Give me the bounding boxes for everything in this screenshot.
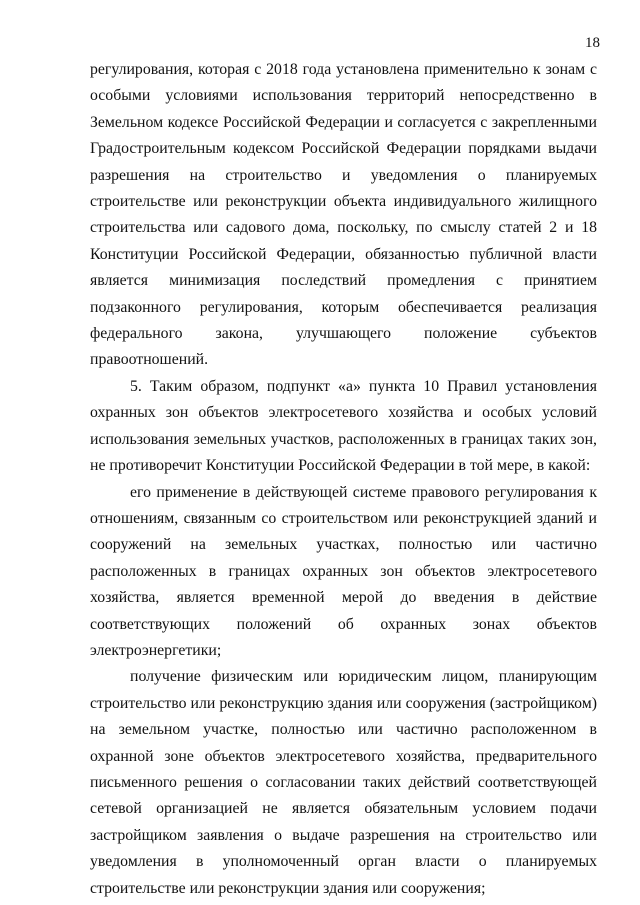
paragraph-developer-approval: получение физическим или юридическим лицом, планирующим строительство или реконструкцию здания или сооружения (застройщиком) на земельном участке, полностью или частично расположенном в охранной зоне объектов электросетевого хозяйства, предварительного письменного решения о согласовании таких действий соответствующей сетевой организацией не является обязательным условием подачи застройщиком заявления о выдаче разрешения на строительство или уведомления в уполномоченный орган власти о планируемых строительстве или реконструкции здания или сооружения; xyxy=(90,668,597,897)
paragraph-continuation: регулирования, которая с 2018 года установлена применительно к зонам с особыми условиями использования территорий непосредственно в Земельном кодексе Российской Федерации и согласуется с закрепленными Градостроительным кодексом Российской Федерации порядками выдачи разрешения на строительство и уведомления о планируемых строительстве или реконструкции объекта индивидуального жилищного строительства или садового дома, поскольку, по смыслу статей 2 и 18 Конституции Российской Федерации, обязанностью публичной власти является минимизация последствий промедления с принятием подзаконного регулирования, которым обеспечивается реализация федерального закона, улучшающего положение субъектов правоотношений. xyxy=(90,61,597,369)
page-number: 18 xyxy=(585,35,600,51)
paragraph-item-5: 5. Таким образом, подпункт «а» пункта 10 Правил установления охранных зон объектов электросетевого хозяйства и особых условий использования земельных участков, расположенных в границах таких зон, не противоречит Конституции Российской Федерации в той мере, в какой: xyxy=(90,377,597,475)
paragraph-temporary-measure: его применение в действующей системе правового регулирования к отношениям, связанным со строительством или реконструкцией зданий и сооружений на земельных участках, полностью или частично расположенных в границах охранных зон объектов электросетевого хозяйства, является временной мерой до введения в действие соответствующих положений об охранных зонах объектов электроэнергетики; xyxy=(90,483,597,659)
document-body xyxy=(90,57,597,902)
